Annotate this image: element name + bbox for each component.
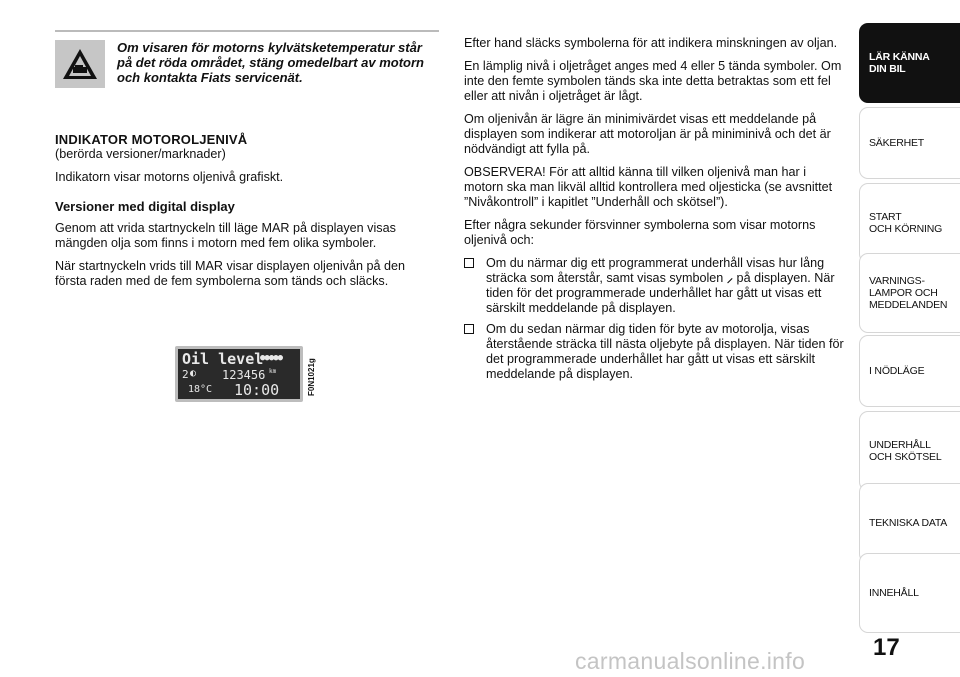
display-oil-level-label: Oil level bbox=[182, 350, 264, 368]
display-gear: 2 bbox=[182, 368, 189, 381]
checkbox-bullet-icon bbox=[464, 324, 474, 334]
left-para-1: Genom att vrida startnyckeln till läge MAR på displayen visas mängden olja som finns i motorn med fem olika symboler. bbox=[55, 221, 396, 250]
display-odo-unit: km bbox=[269, 368, 277, 375]
wrench-icon: ⸝ bbox=[726, 271, 734, 285]
subheading-note: (berörda versioner/marknader) bbox=[55, 147, 226, 161]
tab-underhall-och-skotsel[interactable]: UNDERHÅLL OCH SKÖTSEL bbox=[859, 411, 960, 491]
tab-tekniska-data[interactable]: TEKNISKA DATA bbox=[859, 483, 960, 563]
bullet-item-2: Om du sedan närmar dig tiden för byte av motorolja, visas återstående sträcka till nästa oljebyte på displayen. När tiden för det programmerade underhållet har gått ut visas ett särskilt meddelande på displayen. bbox=[464, 322, 848, 382]
right-para-3: Om oljenivån är lägre än minimivärdet visas ett meddelande på displayen som indikerar att motoroljan är på miniminivå och det är nödvändigt att fylla på. bbox=[464, 112, 831, 156]
right-column bbox=[464, 36, 848, 388]
right-para-2: En lämplig nivå i oljetråget anges med 4 eller 5 tända symboler. Om inte den femte symbolen tänds ska inte detta betraktas som ett fel eller att nivån i oljetråget är lågt. bbox=[464, 59, 842, 103]
right-para-1: Efter hand släcks symbolerna för att indikera minskningen av oljan. bbox=[464, 36, 838, 50]
left-para-2: När startnyckeln vrids till MAR visar displayen oljenivån på den första raden med de fem symbolerna som tänds och släcks. bbox=[55, 259, 405, 288]
display-light-icon: ◐ bbox=[190, 368, 197, 379]
tab-varningslampor[interactable]: VARNINGS- LAMPOR OCH MEDDELANDEN bbox=[859, 253, 960, 333]
left-column bbox=[55, 132, 439, 297]
warning-triangle-icon bbox=[55, 40, 105, 88]
section-heading: INDIKATOR MOTOROLJENIVÅ bbox=[55, 132, 248, 147]
display-temperature: 18°C bbox=[188, 384, 213, 395]
oil-level-display bbox=[175, 346, 303, 402]
right-para-4: OBSERVERA! För att alltid känna till vilken oljenivå man har i motorn ska man likväl alltid kontrollera med oljesticka (se avsnittet ”Nivåkontroll” i kapitlet ”Underhåll och skötsel”). bbox=[464, 165, 833, 209]
subsection-title: Versioner med digital display bbox=[55, 199, 235, 214]
tab-lar-kanna-din-bil[interactable]: LÄR KÄNNA DIN BIL bbox=[859, 23, 960, 103]
checkbox-bullet-icon bbox=[464, 258, 474, 268]
warning-box bbox=[55, 30, 439, 92]
tab-start-och-korning[interactable]: START OCH KÖRNING bbox=[859, 183, 960, 263]
tab-sakerhet[interactable]: SÄKERHET bbox=[859, 107, 960, 179]
display-oil-dots: ●●●●● bbox=[260, 353, 283, 363]
display-time: 10:00 bbox=[234, 381, 280, 399]
figure-code: F0N1021g bbox=[307, 358, 316, 396]
warning-text: Om visaren för motorns kylvätsketemperatur står på det röda området, stäng omedelbart av motorn och kontakta Fiats servicenät. bbox=[117, 40, 424, 85]
page-number: 17 bbox=[873, 634, 900, 661]
tab-innehall[interactable]: INNEHÅLL bbox=[859, 553, 960, 633]
tab-i-nodlage[interactable]: I NÖDLÄGE bbox=[859, 335, 960, 407]
watermark: carmanualsonline.info bbox=[575, 648, 806, 674]
right-para-5: Efter några sekunder försvinner symbolerna som visar motorns oljenivå och: bbox=[464, 218, 816, 247]
display-odometer: 123456 bbox=[222, 368, 266, 382]
bullet-item-1: Om du närmar dig ett programmerat underhåll visas hur lång sträcka som återstår, samt visas symbolen ⸝ på displayen. När tiden för det programmerade underhållet har gått ut visas ett särskilt meddelande på displayen. bbox=[464, 256, 848, 316]
intro-text: Indikatorn visar motorns oljenivå grafiskt. bbox=[55, 170, 284, 184]
